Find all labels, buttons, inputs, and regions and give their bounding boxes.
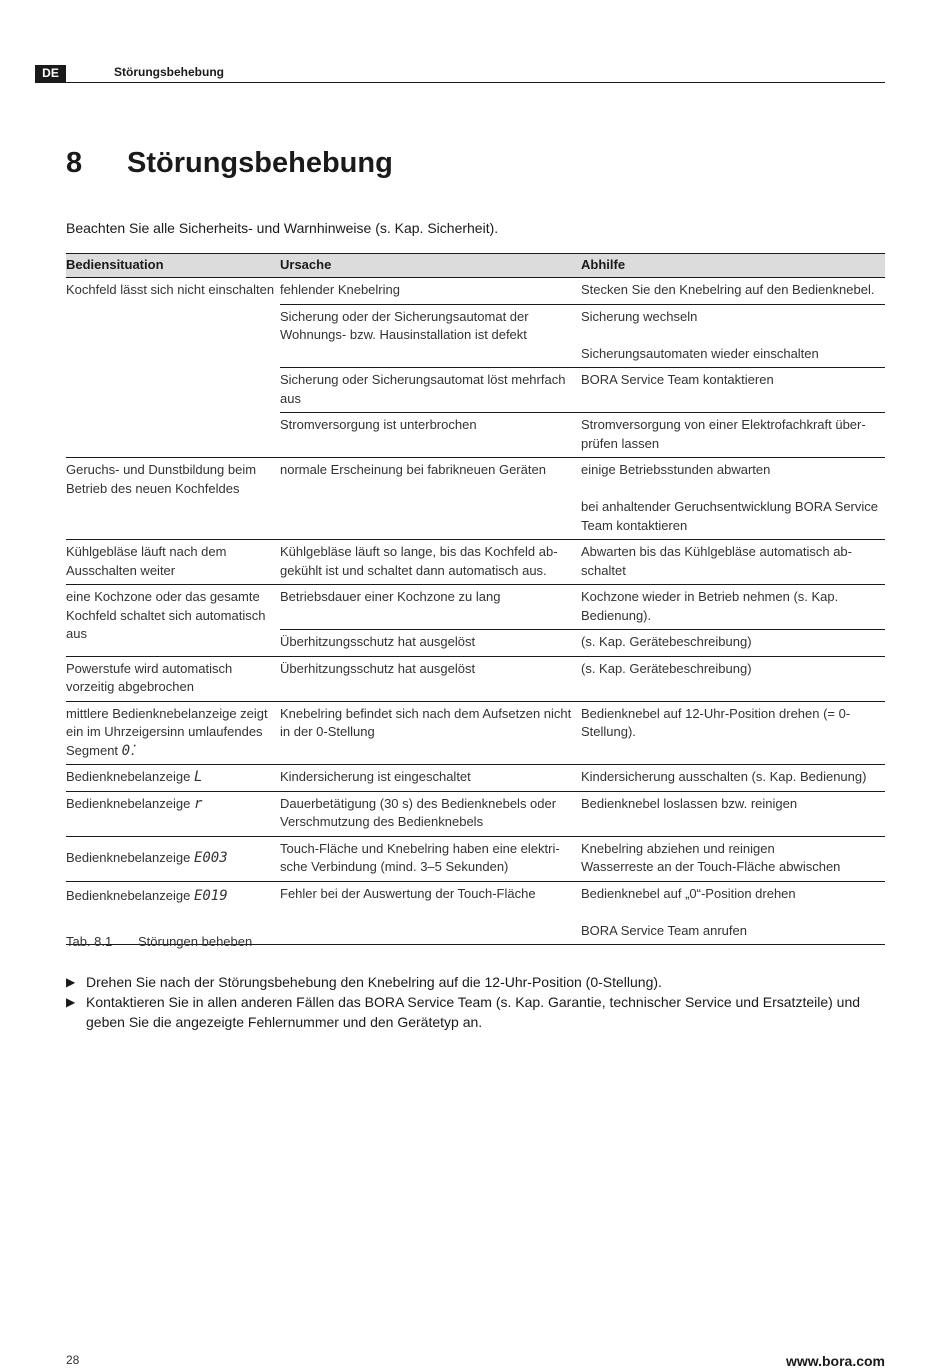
remedy-cell: BORA Service Team kontaktieren	[581, 372, 774, 387]
situation-text: Bedienknebelanzeige	[66, 849, 191, 865]
situation-cell	[66, 702, 280, 765]
display-symbol: E019	[193, 887, 228, 904]
cause-cell: Dauerbetätigung (30 s) des Bedienknebels oder Verschmutzung des Bedienknebels	[280, 795, 557, 829]
cause-cell: Knebelring befindet sich nach dem Aufsetzen nicht in der 0-Stellung	[280, 705, 572, 739]
remedy-cell	[581, 305, 885, 368]
cause-cell: normale Erscheinung bei fabrikneuen Geräten	[280, 462, 546, 477]
remedy-cell: (s. Kap. Gerätebeschreibung)	[581, 660, 752, 676]
remedy-cell: Bedienknebel auf 12-Uhr-Position drehen (= 0-Stellung).	[581, 705, 851, 739]
page-header	[35, 64, 885, 83]
table-row	[66, 702, 885, 766]
remedy-cell: Stecken Sie den Knebelring auf den Bedienknebel.	[581, 282, 875, 297]
display-symbol: r	[193, 795, 203, 812]
cause-cell: Sicherung oder der Sicherungsautomat der Wohnungs- bzw. Hausinstallation ist defekt	[280, 308, 529, 342]
table-row	[66, 765, 885, 792]
situation-text: mittlere Bedienknebelanzeige zeigt ein im Uhrzeigersinn umlaufendes Segment	[66, 705, 268, 758]
situation-cell	[66, 765, 280, 791]
triangle-bullet-icon: ▶	[66, 975, 76, 989]
remedy-line: einige Betriebsstunden abwarten	[581, 462, 771, 477]
display-symbol: E003	[193, 849, 228, 866]
instruction-text: Kontaktieren Sie in allen anderen Fällen das BORA Service Team (s. Kap. Garantie, technischer Service und Ersatzteile) und geben Sie die angezeigte Fehlernummer und den Gerätetyp an.	[86, 994, 861, 1030]
remedy-line: Sicherungsautomaten wieder einschalten	[581, 345, 819, 361]
cause-cell: Stromversorgung ist unterbrochen	[280, 417, 477, 432]
list-item	[66, 972, 885, 992]
table-row	[66, 657, 885, 702]
table-caption	[66, 933, 252, 951]
table-row	[66, 458, 885, 540]
cause-cell: Sicherung oder Sicherungsautomat löst mehrfach aus	[280, 372, 566, 406]
troubleshooting-table	[66, 253, 885, 945]
remedy-line: BORA Service Team anrufen	[581, 922, 747, 938]
header-cause: Ursache	[280, 257, 332, 273]
remedy-cell: Stromversorgung von einer Elektrofachkraft überprüfen lassen	[581, 417, 866, 451]
situation-cell: Kochfeld lässt sich nicht einschalten	[66, 282, 275, 297]
remedy-line: Bedienknebel auf „0“-Position drehen	[581, 885, 796, 901]
chapter-number: 8	[66, 147, 83, 179]
instruction-text: Drehen Sie nach der Störungsbehebung den Knebelring auf die 12-Uhr-Position (0-Stellung).	[86, 974, 662, 990]
display-symbol: L	[193, 769, 203, 785]
situation-text: Bedienknebelanzeige	[66, 769, 191, 784]
table-row	[66, 837, 885, 882]
chapter-title: Störungsbehebung	[127, 147, 393, 179]
situation-cell: eine Kochzone oder das gesamte Kochfeld schaltet sich automatisch aus	[66, 589, 266, 641]
cause-cell: Kindersicherung ist eingeschaltet	[280, 769, 471, 784]
situation-cell	[66, 837, 280, 881]
header-situation: Bediensituation	[66, 257, 164, 273]
remedy-cell	[581, 458, 885, 539]
remedy-cell	[581, 837, 885, 881]
remedy-line: bei anhaltender Geruchsentwicklung BORA Service Team kontaktieren	[581, 499, 878, 533]
table-row	[66, 540, 885, 585]
language-badge: DE	[35, 65, 66, 82]
cause-cell: Überhitzungsschutz hat ausgelöst	[280, 634, 476, 649]
cause-cell: Überhitzungsschutz hat ausgelöst	[280, 660, 476, 676]
table-header	[66, 253, 885, 278]
header-remedy: Abhilfe	[581, 257, 626, 273]
triangle-bullet-icon: ▶	[66, 995, 76, 1009]
table-row	[66, 278, 885, 458]
situation-cell	[66, 792, 280, 836]
situation-text: Bedienknebelanzeige	[66, 887, 191, 903]
list-item	[66, 992, 885, 1032]
header-section-title: Störungsbehebung	[114, 65, 224, 79]
chapter-heading	[66, 144, 393, 182]
page-number: 28	[66, 1353, 80, 1367]
remedy-line: Sicherung wechseln	[581, 308, 698, 324]
table-row	[66, 792, 885, 837]
caption-label: Tab. 8.1	[66, 934, 113, 949]
cause-cell: Kühlgebläse läuft so lange, bis das Kochfeld abgekühlt ist und schaltet dann automatisch aus.	[280, 544, 558, 578]
remedy-cell	[581, 882, 885, 945]
remedy-cell: (s. Kap. Gerätebeschreibung)	[581, 634, 752, 649]
remedy-line: Knebelring abziehen und reinigen	[581, 840, 775, 856]
footer-url: www.bora.com	[785, 1353, 885, 1369]
situation-text: Bedienknebelanzeige	[66, 795, 191, 811]
cause-cell: Betriebsdauer einer Kochzone zu lang	[280, 589, 501, 604]
remedy-cell: Kindersicherung ausschalten (s. Kap. Bedienung)	[581, 769, 867, 784]
remedy-line: Wasserreste an der Touch-Fläche abwischen	[581, 859, 841, 874]
remedy-cell: Bedienknebel loslassen bzw. reinigen	[581, 795, 798, 811]
cause-cell: Fehler bei der Auswertung der Touch-Fläche	[280, 885, 536, 901]
display-symbol: 0⁚	[121, 742, 135, 759]
remedy-cell: Abwarten bis das Kühlgebläse automatisch abschaltet	[581, 544, 853, 578]
table-row	[66, 585, 885, 657]
intro-text: Beachten Sie alle Sicherheits- und Warnhinweise (s. Kap. Sicherheit).	[66, 220, 499, 236]
instruction-list	[66, 972, 885, 1032]
situation-cell: Powerstufe wird automatisch vorzeitig abgebrochen	[66, 660, 233, 694]
caption-text: Störungen beheben	[138, 934, 253, 949]
cause-cell: fehlender Knebelring	[280, 282, 400, 297]
situation-cell: Geruchs- und Dunstbildung beim Betrieb des neuen Kochfeldes	[66, 462, 257, 496]
cause-cell: Touch-Fläche und Knebelring haben eine elektrische Verbindung (mind. 3–5 Sekunden)	[280, 840, 560, 874]
remedy-cell: Kochzone wieder in Betrieb nehmen (s. Kap. Bedienung).	[581, 589, 839, 623]
situation-cell: Kühlgebläse läuft nach dem Ausschalten weiter	[66, 544, 227, 578]
